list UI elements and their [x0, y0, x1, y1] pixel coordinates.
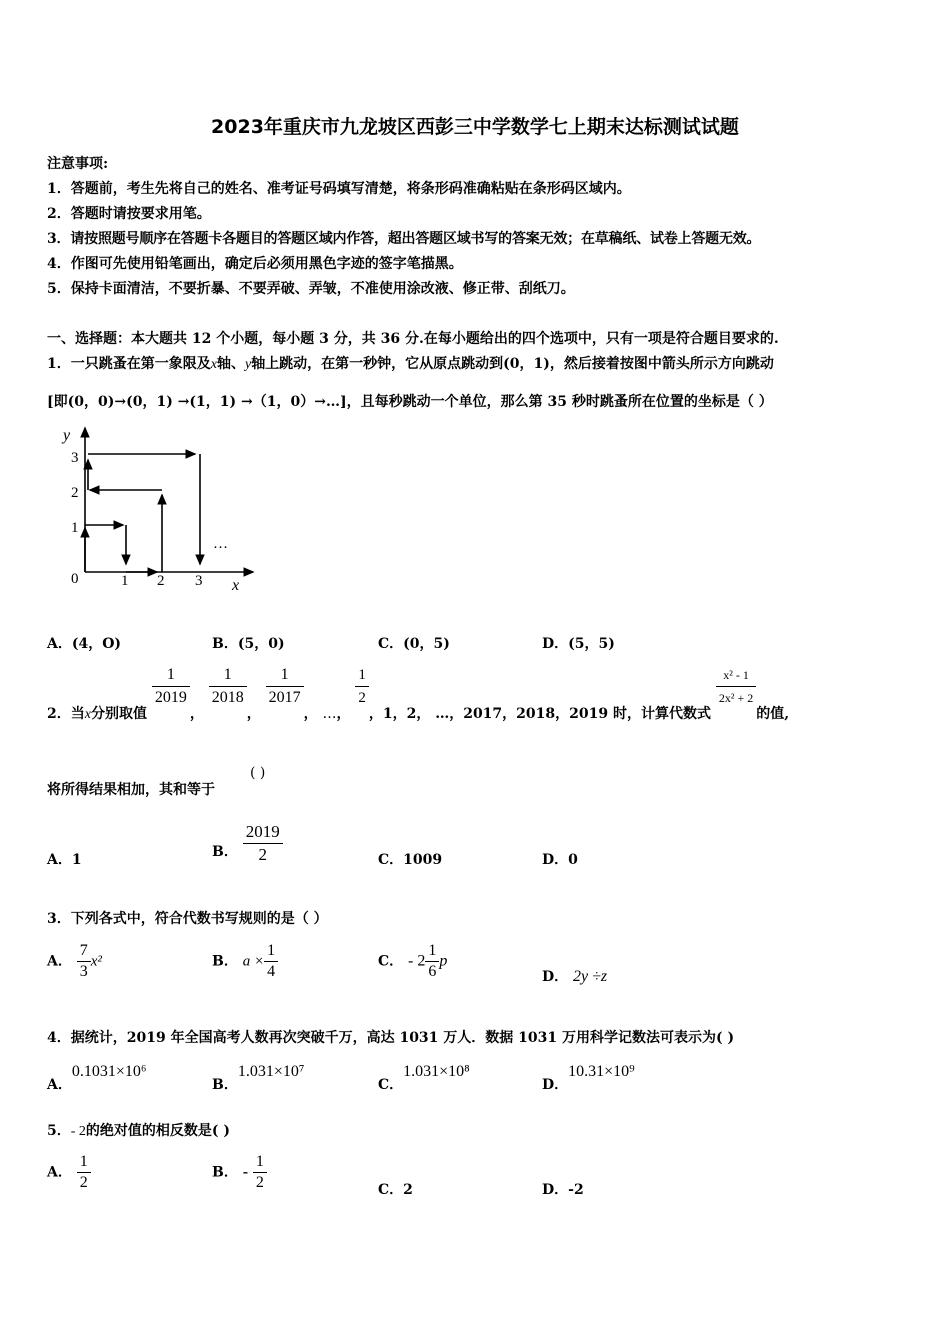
q2-option-b[interactable]: B． $\frac{2019}{2}$ — [212, 822, 283, 865]
q3-option-c[interactable]: C． - 2 $\frac{1}{6}$ p — [378, 942, 448, 980]
q5-option-c[interactable]: C．2 — [378, 1182, 413, 1198]
jump-path-graph — [55, 420, 265, 595]
graph-x-tick: 2 — [157, 573, 165, 589]
q1-option-a[interactable]: A．(4，O) — [47, 636, 122, 652]
q2-option-a[interactable]: A．1 — [47, 852, 82, 868]
graph-x-tick: 3 — [195, 573, 203, 589]
q4-option-b[interactable]: B．1.031×10⁷ — [212, 1063, 305, 1093]
graph-origin: 0 — [71, 571, 79, 587]
graph-ellipsis: … — [213, 536, 228, 552]
q3-option-d[interactable]: D． 2y ÷z — [542, 968, 608, 985]
question-5: 5．- 2的绝对值的相反数是( ) — [47, 1123, 231, 1139]
page-title: 2023年重庆市九龙坡区西彭三中学数学七上期末达标测试试题 — [211, 116, 739, 138]
answer-blank: ( ) — [250, 765, 266, 781]
q2-option-c[interactable]: C．1009 — [378, 852, 443, 868]
question-2-line-2: 将所得结果相加，其和等于 — [47, 782, 215, 798]
q3-option-a[interactable]: A． $\frac{7}{3}$ x² — [47, 942, 102, 980]
graph-y-tick: 2 — [71, 485, 79, 501]
graph-y-tick: 1 — [71, 520, 79, 536]
section-heading: 一、选择题：本大题共 12 个小题，每小题 3 分，共 36 分.在每小题给出的四个选项中，只有一项是符合题目要求的. — [47, 331, 779, 347]
q5-option-a[interactable]: A． $\frac{1}{2}$ — [47, 1153, 91, 1192]
q4-option-c[interactable]: C．1.031×10⁸ — [378, 1063, 470, 1093]
notice-item: 4．作图可先使用铅笔画出，确定后必须用黑色字迹的签字笔描黑。 — [47, 256, 463, 272]
q4-option-d[interactable]: D．10.31×10⁹ — [542, 1063, 635, 1093]
notice-heading: 注意事项: — [47, 156, 109, 172]
graph-y-tick: 3 — [71, 450, 79, 466]
q5-option-d[interactable]: D．-2 — [542, 1182, 584, 1198]
graph-x-label: x — [232, 577, 240, 594]
q1-option-c[interactable]: C．(0，5) — [378, 636, 450, 652]
question-4: 4．据统计，2019 年全国高考人数再次突破千万，高达 1031 万人．数据 1031 万用科学记数法可表示为( ) — [47, 1030, 735, 1046]
question-1-line-1: 1．一只跳蚤在第一象限及x轴、y轴上跳动，在第一秒钟，它从原点跳动到(0，1)，然后接着按图中箭头所示方向跳动 — [47, 356, 774, 372]
q1-option-d[interactable]: D．(5，5) — [542, 636, 615, 652]
q2-option-d[interactable]: D．0 — [542, 852, 578, 868]
q4-option-a[interactable]: A．0.1031×10⁶ — [47, 1063, 147, 1093]
notice-item: 1．答题前，考生先将自己的姓名、准考证号码填写清楚，将条形码准确粘贴在条形码区域内。 — [47, 181, 631, 197]
question-1-line-2: [即(0，0)→(0，1) →(1，1) →（1，0）→…]，且每秒跳动一个单位，那么第 35 秒时跳蚤所在位置的坐标是（ ） — [47, 394, 773, 410]
graph-y-label: y — [63, 427, 71, 444]
graph-x-tick: 1 — [121, 573, 129, 589]
question-3: 3．下列各式中，符合代数书写规则的是（ ） — [47, 911, 328, 927]
notice-item: 5．保持卡面清洁，不要折暴、不要弄破、弄皱，不准使用涂改液、修正带、刮纸刀。 — [47, 281, 575, 297]
q1-option-b[interactable]: B．(5，0) — [212, 636, 285, 652]
notice-item: 3．请按照题号顺序在答题卡各题目的答题区域内作答，超出答题区域书写的答案无效；在草稿纸、试卷上答题无效。 — [47, 231, 761, 247]
q5-option-b[interactable]: B． - $\frac{1}{2}$ — [212, 1153, 267, 1192]
notice-item: 2．答题时请按要求用笔。 — [47, 206, 211, 222]
question-2-line-1: 2．当x分别取值 $\frac{1}{2019}$ ， $\frac{1}{2018}$ ， $\frac{1}{2017}$ ， …， $\frac{1}{2}$ ，1，2， …，2017，2018，2019 时，计算代数式 $\frac{\text{x² - 1}}{\text{2x² + 2}}$ 的值, — [47, 666, 790, 722]
q3-option-b[interactable]: B． a × $\frac{1}{4}$ — [212, 942, 278, 981]
